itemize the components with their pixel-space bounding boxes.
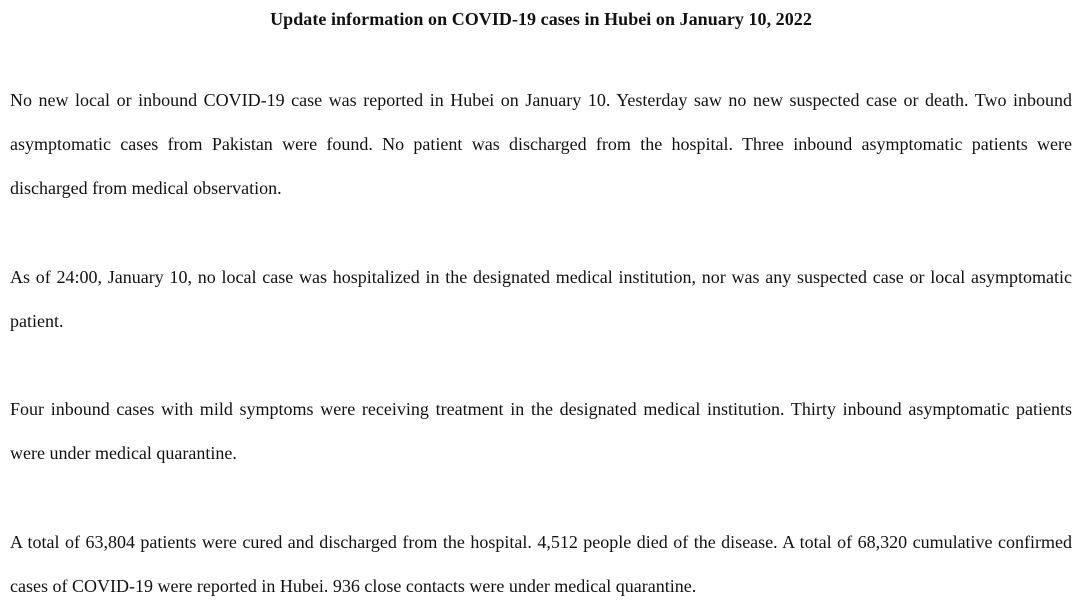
paragraph-new-cases: No new local or inbound COVID-19 case was reported in Hubei on January 10. Yesterday saw no new suspected case or death. Two inbound asymptomatic cases from Pakistan were found. No patient was discharged from the hospital. Three inbound asymptomatic patients were discharged from medical observation. bbox=[10, 90, 1072, 198]
paragraph-cumulative-totals: A total of 63,804 patients were cured and discharged from the hospital. 4,512 people died of the disease. A total of 68,320 cumulative confirmed cases of COVID-19 were reported in Hubei. 936 close contacts were under medical quarantine. bbox=[10, 532, 1072, 596]
paragraph-hospitalized-status: As of 24:00, January 10, no local case was hospitalized in the designated medical institution, nor was any suspected case or local asymptomatic patient. bbox=[10, 267, 1072, 331]
paragraph-inbound-treatment: Four inbound cases with mild symptoms were receiving treatment in the designated medical institution. Thirty inbound asymptomatic patients were under medical quarantine. bbox=[10, 399, 1072, 463]
document-title: Update information on COVID-19 cases in Hubei on January 10, 2022 bbox=[270, 9, 812, 29]
